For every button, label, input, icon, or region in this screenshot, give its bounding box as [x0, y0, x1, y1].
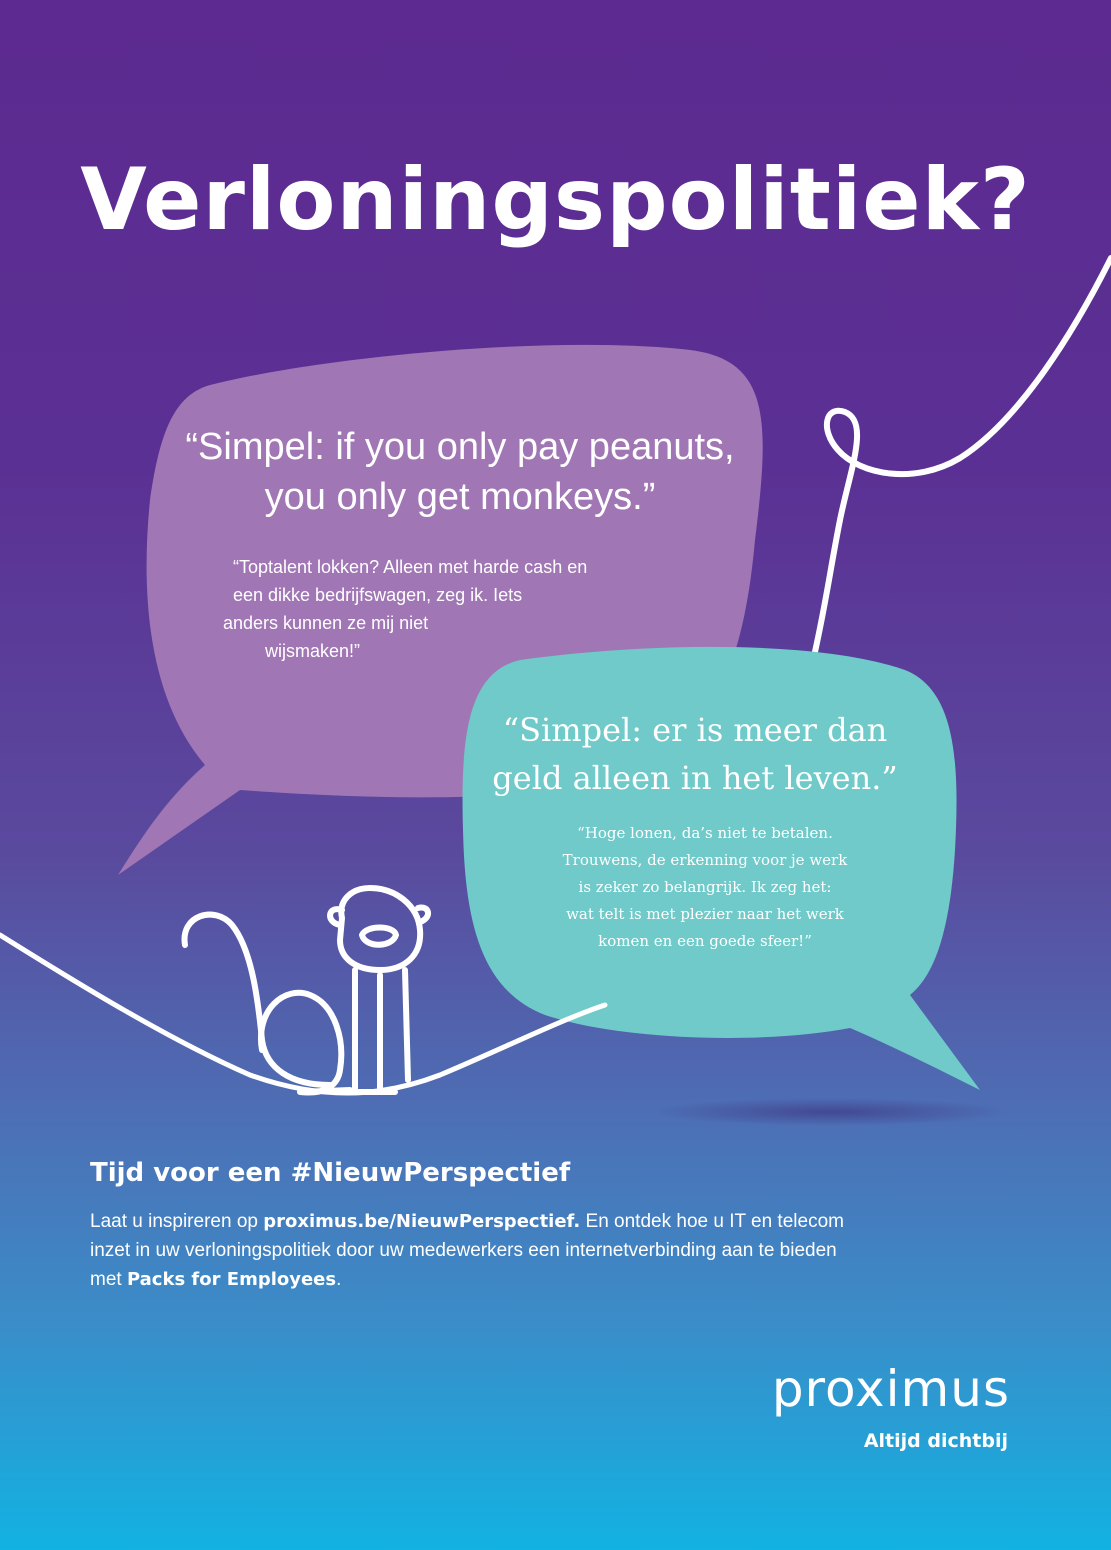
headline: Verloningspolitiek?: [80, 150, 1031, 250]
left-bubble-quote-line: “Simpel: if you only pay peanuts,: [185, 426, 735, 468]
brand-slogan: Altijd dichtbij: [863, 1430, 1008, 1452]
wire-right: [812, 258, 1111, 665]
campaign-link[interactable]: proximus.be/NieuwPerspectief.: [263, 1211, 581, 1232]
product-name: Packs for Employees: [126, 1269, 337, 1290]
left-bubble-body-line: een dikke bedrijfswagen, zeg ik. Iets: [233, 585, 523, 605]
right-bubble-quote-line: “Simpel: er is meer dan: [502, 711, 888, 749]
logo-wordmark: proximus: [771, 1360, 1010, 1418]
right-bubble-quote: [455, 706, 935, 802]
right-bubble-body-line: is zeker zo belangrijk. Ik zeg het:: [578, 878, 832, 896]
campaign-body-text: Laat u inspireren op: [90, 1211, 264, 1232]
campaign-title: Tijd voor een #NieuwPerspectief: [90, 1158, 571, 1188]
bubble-shadow: [650, 1098, 1010, 1126]
right-bubble-quote-line: geld alleen in het leven.”: [492, 759, 898, 797]
left-bubble-body-line: “Toptalent lokken? Alleen met harde cash en: [233, 557, 588, 577]
right-bubble-body-line: wat telt is met plezier naar het werk: [566, 905, 844, 923]
right-bubble-body-line: komen en een goede sfeer!”: [598, 932, 812, 950]
right-bubble-body-line: “Hoge lonen, da’s niet te betalen.: [577, 824, 833, 842]
right-bubble-body-line: Trouwens, de erkenning voor je werk: [562, 851, 848, 869]
left-bubble-body: [205, 553, 645, 665]
campaign-body: [90, 1207, 850, 1294]
proximus-logo: [718, 1360, 1018, 1420]
campaign-body-text: En ontdek hoe u IT en telecom inzet in uw verloningspolitiek door uw medewerkers een internetverbinding aan te bieden met: [90, 1211, 844, 1290]
left-bubble-body-line: wijsmaken!”: [265, 641, 361, 661]
left-bubble-body-line: anders kunnen ze mij niet: [223, 613, 429, 633]
left-bubble-quote-line: you only get monkeys.”: [264, 476, 656, 518]
right-bubble-body: [500, 820, 910, 955]
campaign-body-text: .: [336, 1269, 342, 1290]
left-bubble-quote: [160, 422, 760, 522]
